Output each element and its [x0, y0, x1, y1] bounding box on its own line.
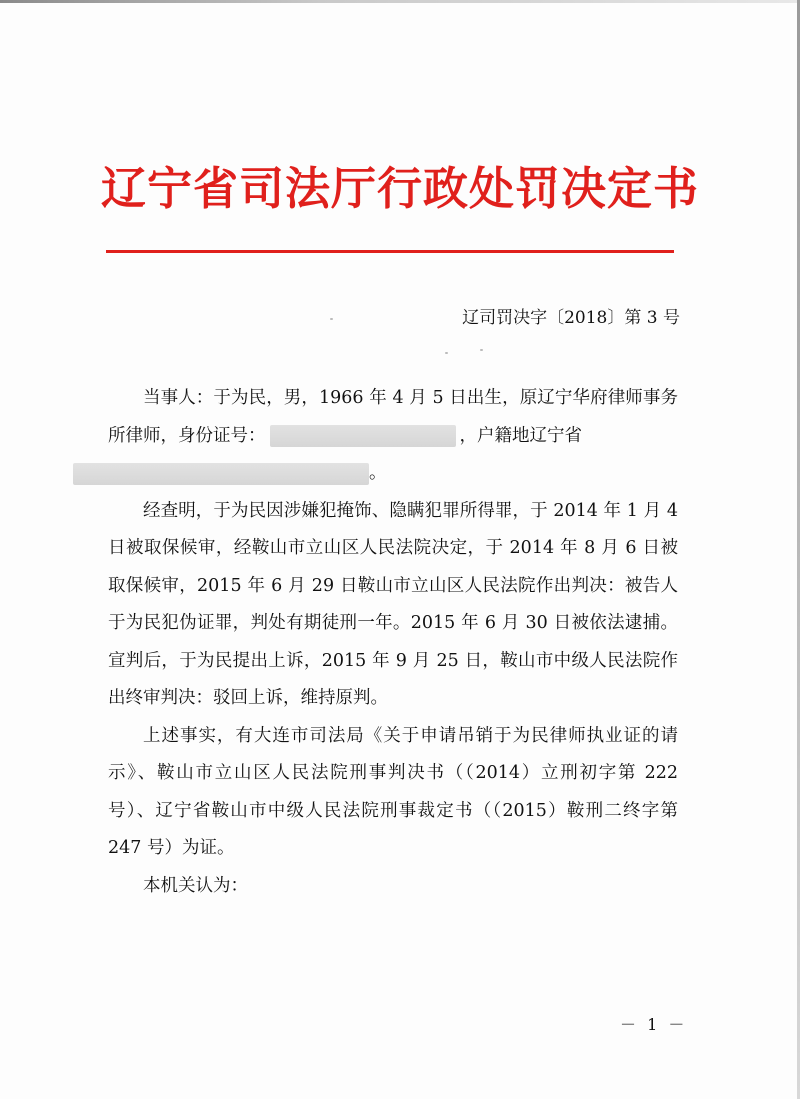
party-text-b: ，户籍地辽宁省	[459, 425, 582, 446]
redacted-id-number	[270, 425, 456, 447]
document-body	[108, 380, 678, 905]
paragraph-opinion: 本机关认为：	[143, 875, 248, 896]
scan-speck	[480, 349, 483, 351]
paragraph-findings: 经查明，于为民因涉嫌犯掩饰、隐瞒犯罪所得罪，于 2014 年 1 月 4 日被取保候审，经鞍山市立山区人民法院决定，于 2014 年 8 月 6 日被取保候审，2015 年 6 月 29 日鞍山市立山区人民法院作出判决：被告人于为民犯伪证罪，判处有期徒刑一年。2015 年 6 月 30 日被依法逮捕。宣判后，于为民提出上诉，2015 年 9 月 25 日，鞍山市中级人民法院作出终审判决：驳回上诉，维持原判。	[108, 500, 678, 708]
paragraph-party	[108, 380, 678, 493]
page-number: － 1 －	[620, 1015, 688, 1034]
red-divider-line	[106, 250, 674, 253]
document-number: 辽司罚决字〔2018〕第 3 号	[462, 308, 680, 328]
scan-speck	[330, 318, 333, 320]
paragraph-evidence: 上述事实，有大连市司法局《关于申请吊销于为民律师执业证的请示》、鞍山市立山区人民法院刑事判决书（（2014）立刑初字第 222 号）、辽宁省鞍山市中级人民法院刑事裁定书（（2015）鞍刑二终字第 247 号）为证。	[108, 725, 678, 858]
document-title: 辽宁省司法厅行政处罚决定书	[100, 162, 699, 215]
party-text-a: 当事人：于为民，男，1966 年 4 月 5 日出生，原辽宁华府律师事务所律师，身份证号：	[108, 388, 678, 446]
scan-edge-top	[0, 0, 800, 3]
scan-speck	[445, 352, 448, 354]
party-text-c: 。	[369, 463, 387, 483]
redacted-address	[73, 463, 369, 485]
